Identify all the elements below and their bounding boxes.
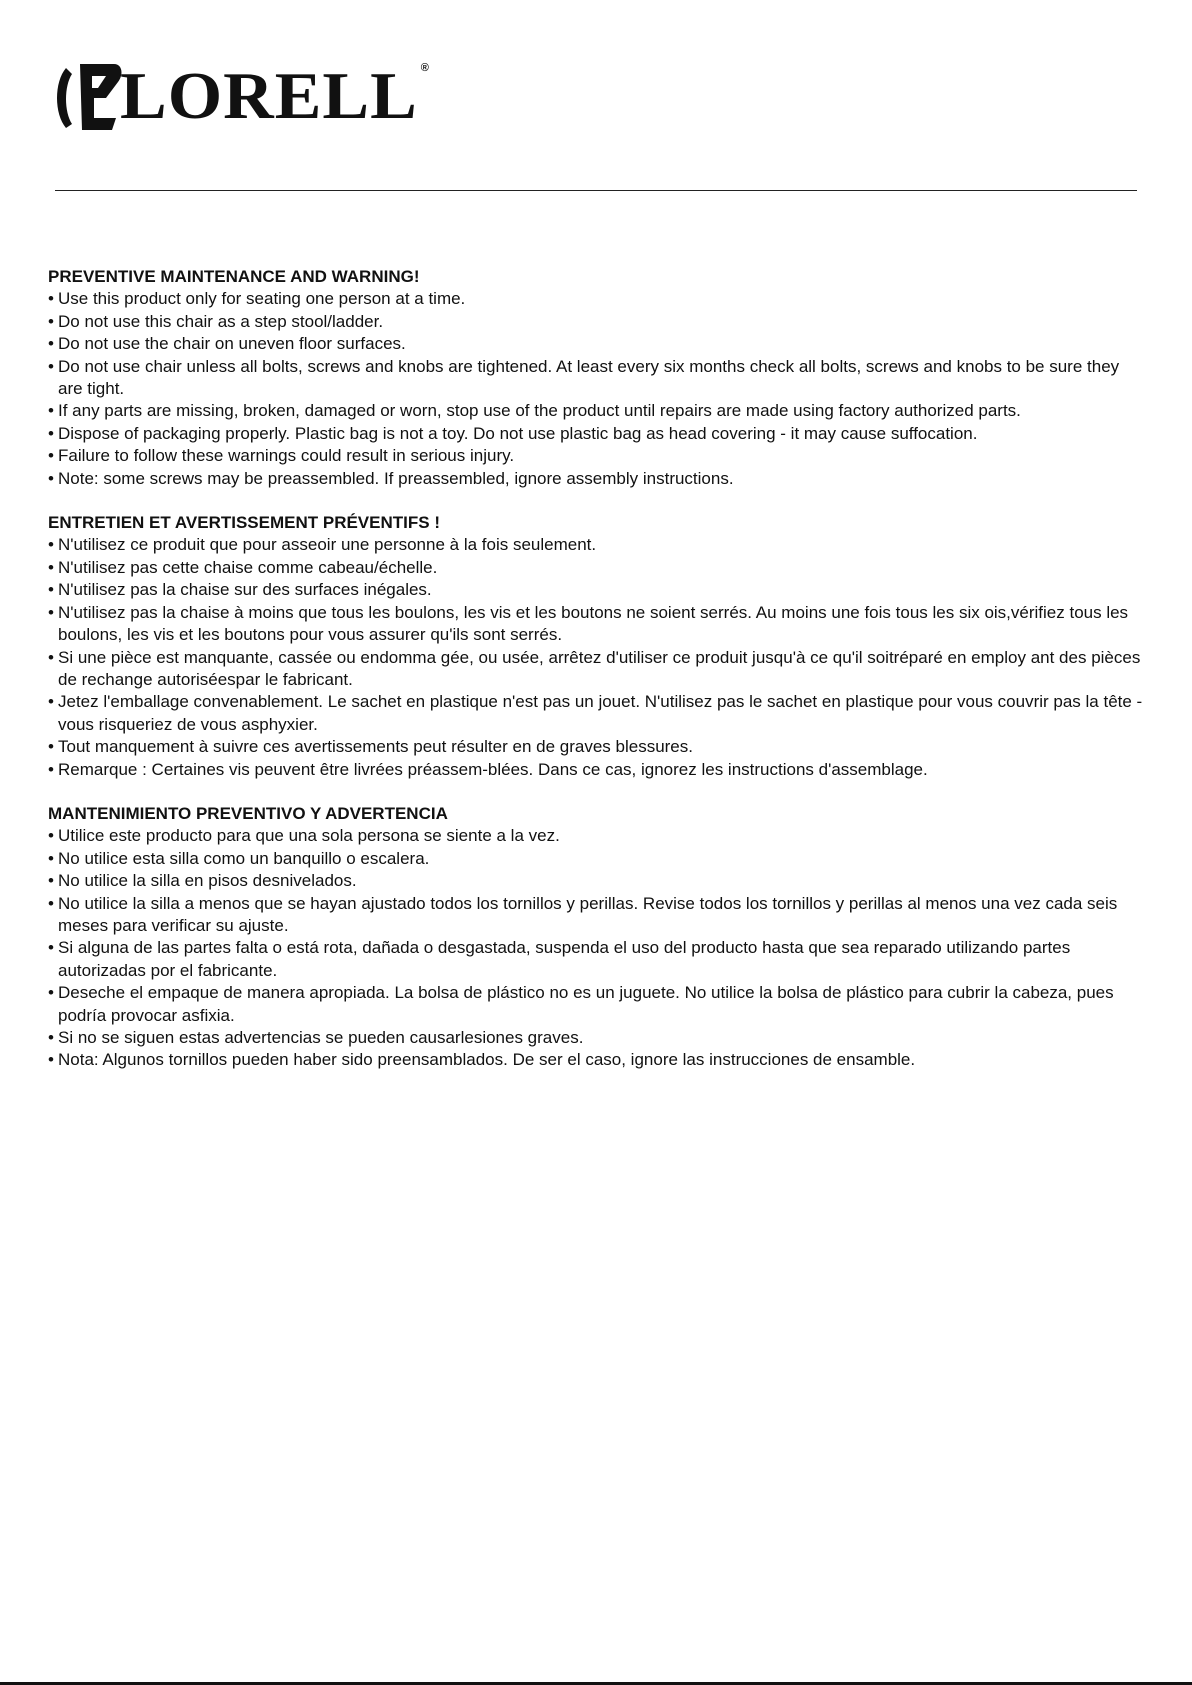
- list-item: • N'utilisez ce produit que pour asseoir une personne à la fois seulement.: [48, 534, 1148, 556]
- list-item: • Remarque : Certaines vis peuvent être livrées préassem-blées. Dans ce cas, ignorez les instructions d'assemblage.: [48, 759, 1148, 781]
- list-item: • No utilice la silla a menos que se hayan ajustado todos los tornillos y perillas. Revise todos los tornillos y perillas al menos una vez cada seis meses para verificar su ajuste.: [48, 893, 1148, 938]
- section-heading: MANTENIMIENTO PREVENTIVO Y ADVERTENCIA: [48, 803, 448, 823]
- header-divider: [55, 190, 1137, 191]
- section-french: [48, 512, 1148, 781]
- list-item: • Si no se siguen estas advertencias se pueden causarlesiones graves.: [48, 1027, 1148, 1049]
- list-item: • N'utilisez pas la chaise sur des surfaces inégales.: [48, 579, 1148, 601]
- list-item: • N'utilisez pas cette chaise comme cabeau/échelle.: [48, 557, 1148, 579]
- section-english: [48, 266, 1148, 490]
- warning-list: [48, 825, 1148, 1071]
- lorell-logo-mark-icon: [52, 58, 124, 136]
- list-item: • Jetez l'emballage convenablement. Le sachet en plastique n'est pas un jouet. N'utilisez pas le sachet en plastique pour vous couvrir pas la tête - vous risqueriez de vous asphyxier.: [48, 691, 1148, 736]
- list-item: • Do not use chair unless all bolts, screws and knobs are tightened. At least every six months check all bolts, screws and knobs to be sure they are tight.: [48, 356, 1148, 401]
- warning-list: [48, 534, 1148, 780]
- warnings-content: [48, 266, 1148, 1094]
- list-item: • If any parts are missing, broken, damaged or worn, stop use of the product until repairs are made using factory authorized parts.: [48, 400, 1148, 422]
- list-item: • Dispose of packaging properly. Plastic bag is not a toy. Do not use plastic bag as head covering - it may cause suffocation.: [48, 423, 1148, 445]
- list-item: • Utilice este producto para que una sola persona se siente a la vez.: [48, 825, 1148, 847]
- list-item: • Do not use the chair on uneven floor surfaces.: [48, 333, 1148, 355]
- brand-logo: [52, 58, 429, 136]
- list-item: • No utilice la silla en pisos desnivelados.: [48, 870, 1148, 892]
- list-item: • N'utilisez pas la chaise à moins que tous les boulons, les vis et les boutons ne soient serrés. Au moins une fois tous les six ois,vérifiez tous les boulons, les vis et les boutons pour vous assurer qu'ils sont serrés.: [48, 602, 1148, 647]
- list-item: • Tout manquement à suivre ces avertissements peut résulter en de graves blessures.: [48, 736, 1148, 758]
- list-item: • Use this product only for seating one person at a time.: [48, 288, 1148, 310]
- registered-mark: ®: [420, 62, 429, 74]
- list-item: • Note: some screws may be preassembled. If preassembled, ignore assembly instructions.: [48, 468, 1148, 490]
- brand-name: LORELL: [120, 59, 418, 134]
- list-item: • Si alguna de las partes falta o está rota, dañada o desgastada, suspenda el uso del producto hasta que sea reparado utilizando partes autorizadas por el fabricante.: [48, 937, 1148, 982]
- list-item: • Do not use this chair as a step stool/ladder.: [48, 311, 1148, 333]
- section-spanish: [48, 803, 1148, 1072]
- list-item: • Nota: Algunos tornillos pueden haber sido preensamblados. De ser el caso, ignore las instrucciones de ensamble.: [48, 1049, 1148, 1071]
- list-item: • Si une pièce est manquante, cassée ou endomma gée, ou usée, arrêtez d'utiliser ce produit jusqu'à ce qu'il soitréparé en employ ant des pièces de rechange autoriséespar le fabricant.: [48, 647, 1148, 692]
- section-heading: PREVENTIVE MAINTENANCE AND WARNING!: [48, 267, 420, 286]
- section-heading: ENTRETIEN ET AVERTISSEMENT PRÉVENTIFS !: [48, 513, 440, 533]
- warning-list: [48, 288, 1148, 490]
- list-item: • No utilice esta silla como un banquillo o escalera.: [48, 848, 1148, 870]
- list-item: • Deseche el empaque de manera apropiada. La bolsa de plástico no es un juguete. No utilice la bolsa de plástico para cubrir la cabeza, pues podría provocar asfixia.: [48, 982, 1148, 1027]
- list-item: • Failure to follow these warnings could result in serious injury.: [48, 445, 1148, 467]
